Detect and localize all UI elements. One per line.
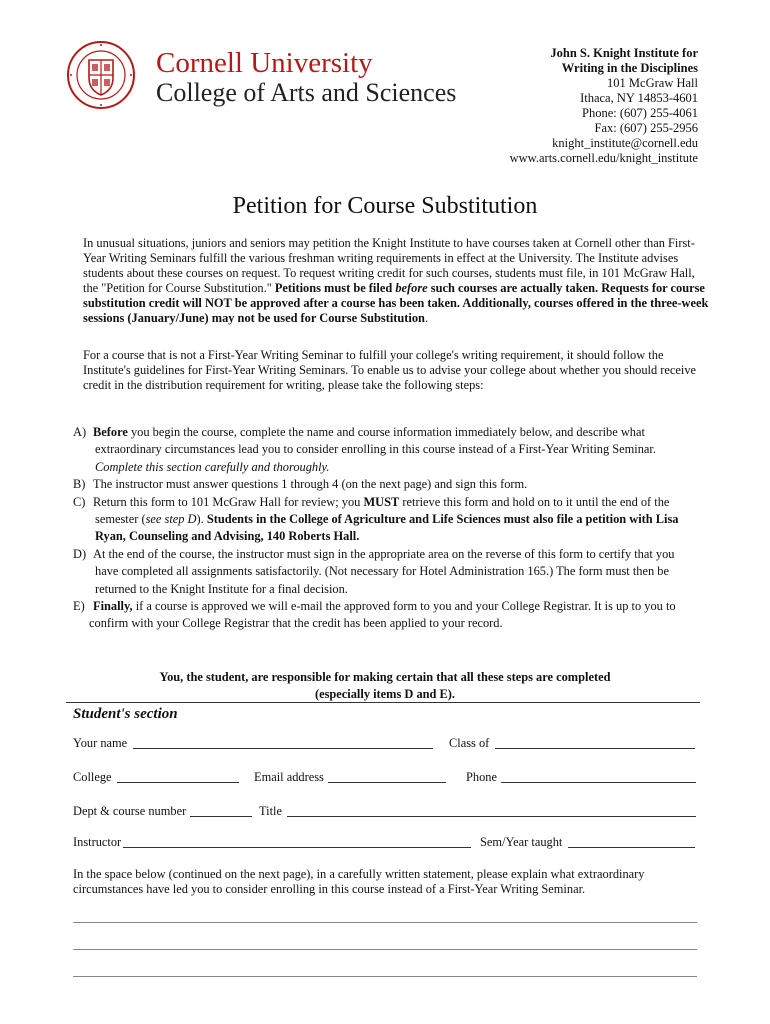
- website: www.arts.cornell.edu/knight_institute: [509, 151, 698, 165]
- step-a-italic: Complete this section carefully and thoroughly.: [95, 459, 330, 474]
- step-b-letter: B): [73, 477, 86, 492]
- step-a-bold: Before: [93, 425, 128, 439]
- class-of-field[interactable]: [495, 748, 695, 749]
- title-label: Title: [259, 804, 282, 818]
- notice-line1: You, the student, are responsible for making certain that all these steps are completed: [159, 670, 611, 684]
- dept-course-field[interactable]: [190, 816, 252, 817]
- institute-contact: [510, 46, 698, 166]
- intro-bold2: such courses are actually taken. Requests for course substitution credit will NOT be approved after a course has been taken. Additionally, courses offered in the three-week sessions (January/June) may not be used for Course Substitution: [83, 281, 709, 325]
- cornell-seal-icon: [66, 40, 136, 110]
- step-b: [73, 476, 703, 493]
- your-name-label: Your name: [73, 736, 128, 750]
- step-a-line2: extraordinary circumstances lead you to consider enrolling in this course instead of a First-Year Writing Seminar.: [95, 442, 656, 457]
- explanation-prompt: In the space below (continued on the next page), in a carefully written statement, please explain what extraordinary circumstances have led you to consider enrolling in this course instead of a First-Year Writing Seminar.: [73, 867, 645, 896]
- step-c-letter: C): [73, 494, 86, 509]
- step-c-bold1: Students in the College of Agriculture and Life Sciences must also file a petition with Lisa: [206, 512, 679, 527]
- step-c: [73, 494, 703, 546]
- class-of-label: Class of: [449, 736, 490, 750]
- email-address: knight_institute@cornell.edu: [552, 136, 698, 150]
- step-a: [73, 424, 703, 476]
- instructor-label: Instructor: [73, 835, 122, 849]
- name-class-row: [73, 736, 699, 754]
- writing-line[interactable]: [73, 949, 697, 950]
- step-e-line1: if a course is approved we will e-mail the approved form to you and your College Registrar. It is up to you to: [132, 599, 676, 614]
- step-e-line2: confirm with your College Registrar that the credit has been applied to your record.: [89, 616, 503, 631]
- step-e: [73, 598, 703, 633]
- intro-paragraph: [73, 236, 709, 326]
- step-a-line1: you begin the course, complete the name and course information immediately below, and describe what: [127, 425, 645, 439]
- step-d-letter: D): [73, 546, 87, 561]
- step-d-line3: returned to the Knight Institute for a final decision.: [95, 581, 348, 596]
- address-line2: Ithaca, NY 14853-4601: [580, 91, 698, 105]
- step-c-must: MUST: [363, 494, 400, 509]
- step-e-bold: Finally,: [93, 599, 133, 614]
- phone-label: Phone: [466, 770, 497, 784]
- step-e-letter: E): [73, 599, 85, 614]
- notice-line2: (especially items D and E).: [314, 687, 456, 701]
- intro-end: .: [424, 311, 429, 325]
- student-section-heading: Student's section: [73, 706, 178, 722]
- intro-bold-italic: before: [395, 281, 428, 295]
- university-name: Cornell University: [156, 47, 373, 79]
- email-field[interactable]: [328, 782, 446, 783]
- fax-number: Fax: (607) 255-2956: [594, 121, 698, 135]
- college-name: College of Arts and Sciences: [156, 78, 457, 107]
- step-d-line1: At the end of the course, the instructor must sign in the appropriate area on the reverse of this form to certify that you: [93, 546, 675, 561]
- phone-field[interactable]: [501, 782, 696, 783]
- dept-course-label: Dept & course number: [73, 804, 187, 818]
- guidelines-paragraph: For a course that is not a First-Year Writing Seminar to fulfill your college's writing requirement, it should follow the Institute's guidelines for First-Year Writing Seminars. To enable us to advise your college about whether you should receive credit in the distribution requirement for writing, please take the following steps:: [83, 348, 697, 392]
- step-c-text4: ).: [196, 512, 207, 527]
- step-c-text3: semester (: [95, 512, 146, 527]
- steps-list: [73, 424, 703, 633]
- writing-line[interactable]: [73, 922, 697, 923]
- step-c-bold2: Ryan, Counseling and Advising, 140 Roberts Hall.: [95, 529, 360, 544]
- cornell-logo: [66, 40, 466, 110]
- college-email-phone-row: [73, 770, 699, 788]
- sem-year-label: Sem/Year taught: [480, 835, 563, 849]
- title-field[interactable]: [287, 816, 696, 817]
- college-label: College: [73, 770, 112, 784]
- step-c-see: see step D: [145, 512, 197, 527]
- step-c-text1: Return this form to 101 McGraw Hall for review; you: [93, 494, 364, 509]
- intro-text: In unusual situations, juniors and seniors may petition the Knight Institute to have courses taken at Cornell other than First-Year Writing Seminars fulfill the various freshman writing requirements in effect at the University. The Institute advises students about these courses on request. To request writing credit for such courses, students must file, in 101 McGraw Hall, the "Petition for Course Substitution.": [83, 236, 695, 295]
- email-label: Email address: [254, 770, 324, 784]
- address-line1: 101 McGraw Hall: [607, 76, 698, 90]
- sem-year-field[interactable]: [568, 847, 695, 848]
- section-divider: [66, 702, 700, 703]
- step-c-text2: retrieve this form and hold on to it until the end of the: [399, 494, 670, 509]
- college-field[interactable]: [117, 782, 239, 783]
- phone-number: Phone: (607) 255-4061: [582, 106, 698, 120]
- writing-line[interactable]: [73, 976, 697, 977]
- step-b-text: The instructor must answer questions 1 through 4 (on the next page) and sign this form.: [93, 477, 528, 492]
- step-d-line2: have completed all assignments satisfactorily. (Not necessary for Hotel Administration 165.) The form must then be: [95, 564, 669, 579]
- institute-name-line1: John S. Knight Institute for: [550, 46, 698, 60]
- responsibility-notice: [0, 669, 770, 703]
- instructor-row: [73, 835, 699, 853]
- step-d: [73, 546, 703, 598]
- page-title: Petition for Course Substitution: [232, 193, 538, 219]
- institute-name-line2: Writing in the Disciplines: [561, 61, 698, 75]
- intro-bold1: Petitions must be filed: [274, 281, 396, 295]
- your-name-field[interactable]: [133, 748, 433, 749]
- instructor-field[interactable]: [123, 847, 471, 848]
- course-title-row: [73, 804, 699, 822]
- step-a-letter: A): [73, 425, 87, 439]
